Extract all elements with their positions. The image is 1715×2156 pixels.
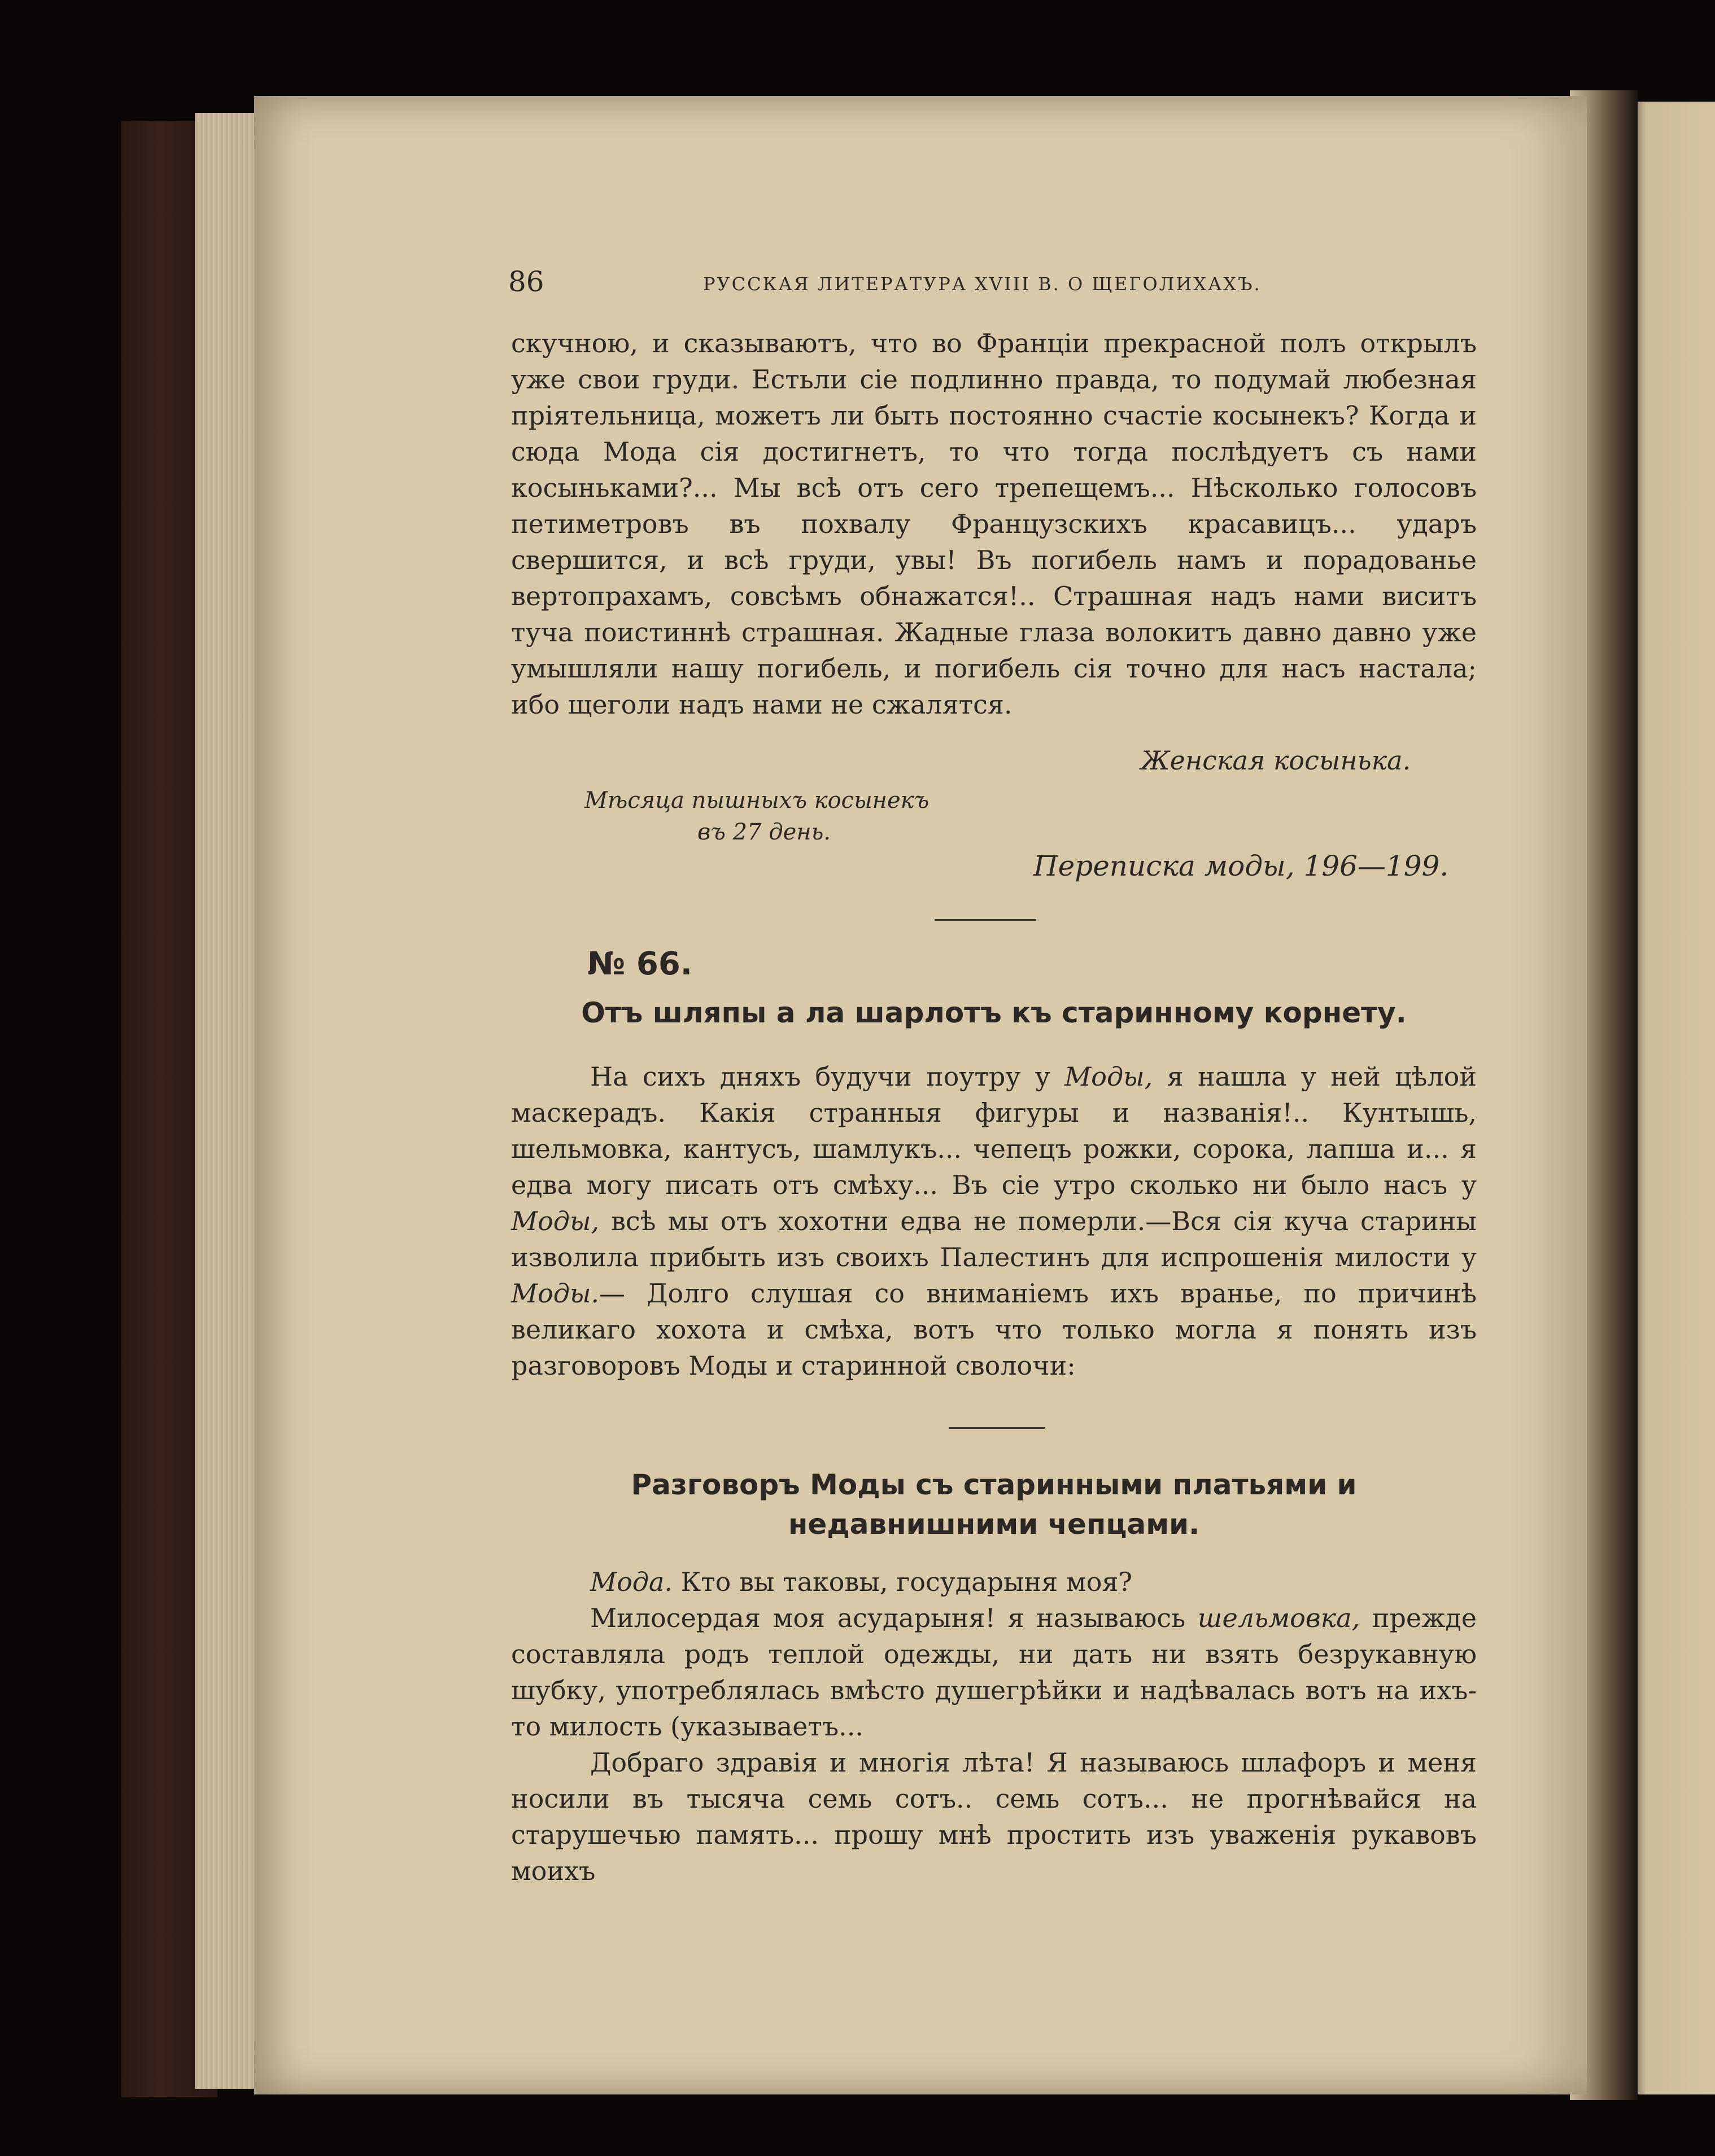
letter-date: [584, 785, 929, 848]
para-moda-3: Моды.: [511, 1278, 600, 1309]
para-moda-2: Моды,: [511, 1206, 600, 1236]
letter-paragraph: скучною, и сказываютъ, что во Франціи прекрасной полъ открылъ уже свои груди. Естьли сіе подлинно правда, то подумай любезная пріятельница, можетъ ли быть постоянно счастіе косынекъ? Когда и сюда Мода сія достигнетъ, то что тогда послѣдуетъ съ нами косыньками?... Мы всѣ отъ сего трепещемъ... Нѣсколько голосовъ петиметровъ въ похвалу Французскихъ красавицъ... ударъ свершится, и всѣ груди, увы! Въ погибель намъ и порадованье вертопрахамъ, совсѣмъ обнажатся!.. Страшная надъ нами виситъ туча поистиннѣ страшная. Жадные глаза волокитъ давно давно уже умышляли нашу погибель, и погибель сія точно для насъ настала; ибо щеголи надъ нами не сжалятся.: [511, 328, 1477, 720]
section-divider: [935, 919, 1036, 921]
page-stack-edges: [195, 113, 257, 2089]
dialogue-line-2: [511, 1600, 1477, 1744]
dialogue-line-3: Добраго здравія и многія лѣта! Я называюсь шлафоръ и меня носили въ тысяча семь сотъ.. семь сотъ... не прогнѣвайся на старушечью память... прошу мнѣ простить изъ уваженія рукавовъ моихъ: [511, 1747, 1477, 1886]
date-line-1: Мѣсяца пышныхъ косынекъ: [584, 788, 929, 814]
section-paragraph: [511, 1059, 1477, 1384]
para-moda-1: Моды,: [1064, 1061, 1153, 1092]
para-end: — Долго слушая со вниманіемъ ихъ вранье, по причинѣ великаго хохота и смѣха, вотъ что только могла я понять изъ разговоровъ Моды и старинной сволочи:: [511, 1278, 1477, 1381]
section-number: № 66.: [587, 946, 693, 982]
dialogue-divider: [949, 1427, 1045, 1429]
letter-signature: Женская косынька.: [1141, 745, 1411, 776]
source-citation: Переписка моды, 196—199.: [1033, 850, 1449, 882]
letter-body: [511, 325, 1477, 723]
para-lead: На сихъ дняхъ будучи поутру у: [590, 1061, 1065, 1092]
para-mid-1: я нашла у ней цѣлой маскерадъ. Какія странныя фигуры и названія!.. Кунтышь, шельмовка, кантусъ, шамлукъ... чепецъ рожки, сорока, лапша и... я едва могу писать отъ смѣху... Въ сіе утро сколько ни было насъ у: [511, 1061, 1477, 1200]
section-title: Отъ шляпы а ла шарлотъ къ старинному корнету.: [581, 996, 1407, 1029]
para-mid-2: всѣ мы отъ хохотни едва не померли.—Вся сія куча старины изволила прибыть изъ своихъ Палестинъ для испрошенія милости у: [511, 1206, 1477, 1272]
line-2-start: Милосердая моя асударыня! я называюсь: [590, 1603, 1198, 1633]
date-line-2: въ 27 день.: [697, 819, 831, 845]
section-body: [511, 1059, 1477, 1384]
line-2-end: прежде составляла родъ теплой одежды, ни дать ни взять безрукавную шубку, употреблялась вмѣсто душегрѣйки и надѣвалась вотъ на ихъ-то милость (указываетъ...: [511, 1603, 1477, 1742]
line-2-em: шельмовка,: [1197, 1603, 1360, 1633]
running-head: РУССКАЯ ЛИТЕРАТУРА XVIII В. О ЩЕГОЛИХАХЪ.: [703, 273, 1262, 295]
line-1-text: Кто вы таковы, государыня моя?: [673, 1567, 1133, 1597]
page-number: 86: [508, 265, 544, 298]
dialogue-line-1: [511, 1564, 1477, 1600]
dialogue-title: Разговоръ Моды съ старинными платьями и недавнишними чепцами.: [631, 1468, 1357, 1541]
page-header: [508, 265, 1480, 305]
speaker-moda: Мода.: [590, 1567, 673, 1597]
dialogue-body: [511, 1564, 1477, 1889]
